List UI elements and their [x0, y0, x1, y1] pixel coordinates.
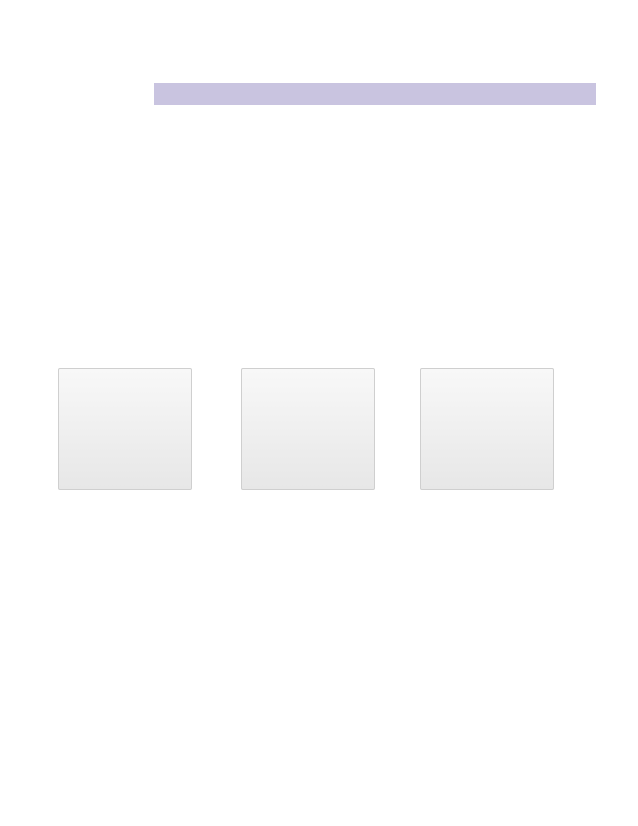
section-graph-3: [62, 609, 582, 614]
disc-graph-3: [420, 368, 554, 490]
section-graph-1: [62, 501, 582, 506]
disc-dimensions-table: [44, 83, 596, 105]
column-header: [265, 83, 375, 105]
column-header: [154, 83, 264, 105]
section-graph-2: [62, 556, 582, 561]
table-header-row: [44, 83, 596, 105]
disc-graph-2: [241, 368, 375, 490]
disc-graphs: [58, 368, 558, 490]
column-header: [486, 83, 596, 105]
column-header: [375, 83, 485, 105]
disc-graph-1: [58, 368, 192, 490]
